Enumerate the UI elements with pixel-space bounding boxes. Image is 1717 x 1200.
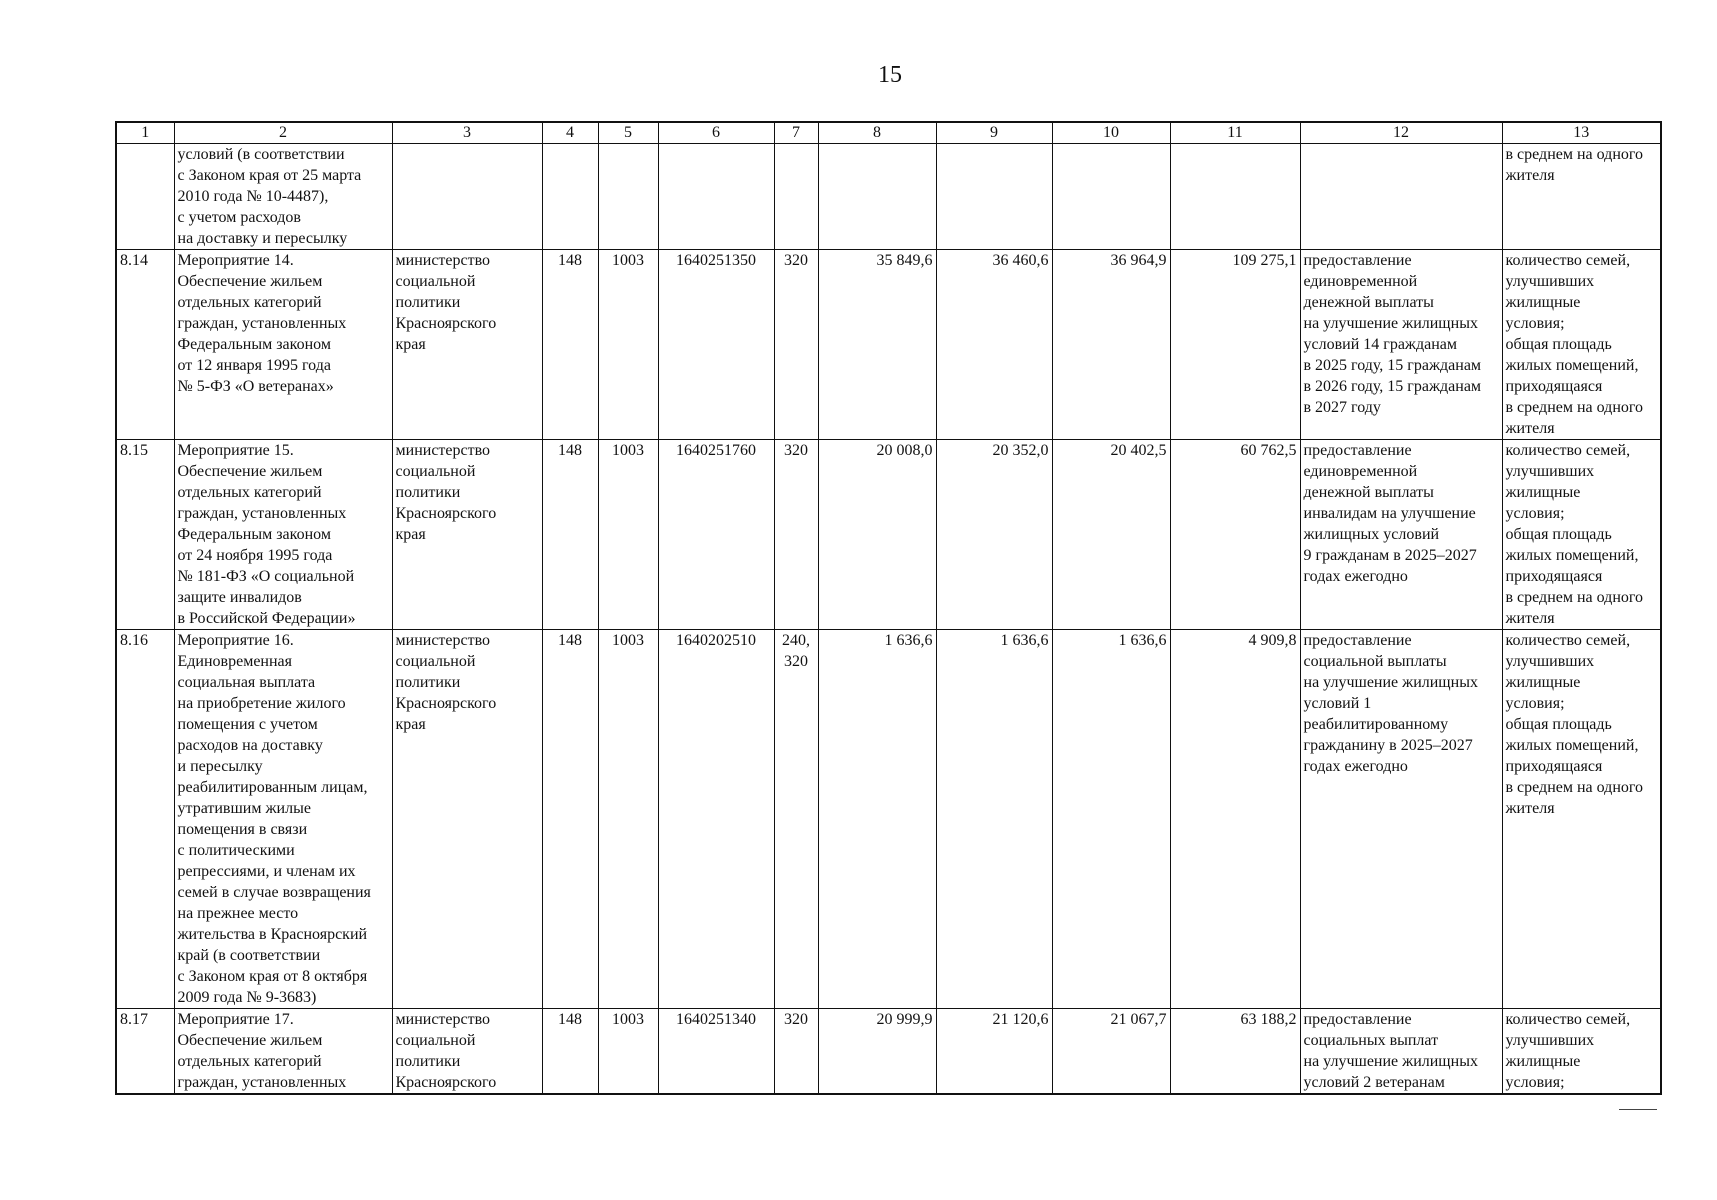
cell-text-line: Обеспечение жильем (177, 463, 323, 480)
cell-text-line: 9 гражданам в 2025–2027 (1303, 547, 1477, 564)
cell-text-line: край (в соответствии (177, 947, 321, 964)
column-header: 4 (542, 122, 598, 144)
executor-cell (392, 250, 542, 440)
cell-text-line: жителя (1505, 800, 1555, 817)
expected-result-cell (1300, 630, 1502, 1009)
cell-text-line: на прежнее место (177, 905, 299, 922)
cell-text-line: от 24 ноября 1995 года (177, 547, 333, 564)
expense-type-cell (774, 440, 818, 630)
amount-year2-cell: 20 352,0 (936, 440, 1052, 630)
executor-cell (392, 440, 542, 630)
cell-text-line: защите инвалидов (177, 589, 302, 606)
cell-text-line: условия; (1505, 695, 1565, 712)
measure-code-cell (116, 144, 174, 250)
cell-text-line: жительства в Красноярский (177, 926, 368, 943)
gRBS-code-cell: 148 (542, 440, 598, 630)
measure-name-cell (174, 144, 392, 250)
cell-text-line: количество семей, (1505, 442, 1631, 459)
column-header: 2 (174, 122, 392, 144)
cell-text-line: в среднем на одного (1505, 589, 1644, 606)
cell-text-line: и пересылку (177, 758, 263, 775)
column-header: 1 (116, 122, 174, 144)
cell-text-line: годах ежегодно (1303, 568, 1408, 585)
cell-text-line: социальная выплата (177, 674, 316, 691)
indicator-cell (1502, 250, 1661, 440)
cell-text-line: жилищные (1505, 484, 1581, 501)
amount-year3-cell (1052, 144, 1170, 250)
cell-text-line: социальной (395, 273, 476, 290)
expected-result-cell (1300, 250, 1502, 440)
executor-cell (392, 630, 542, 1009)
measure-code-cell: 8.16 (116, 630, 174, 1009)
cell-text-line: Федеральным законом (177, 336, 331, 353)
cell-text-line: улучшивших (1505, 463, 1595, 480)
cell-text-line: предоставление (1303, 252, 1412, 269)
table-row (116, 440, 1661, 630)
column-header: 8 (818, 122, 936, 144)
program-measures-table (115, 121, 1662, 1095)
cell-text-line: политики (395, 1053, 461, 1070)
cell-text-line: в среднем на одного (1505, 779, 1644, 796)
cell-text-line: денежной выплаты (1303, 294, 1434, 311)
cell-text-line: 320 (784, 653, 808, 670)
gRBS-code-cell: 148 (542, 1009, 598, 1095)
cell-text-line: с учетом расходов (177, 209, 301, 226)
amount-year2-cell (936, 144, 1052, 250)
cell-text-line: 320 (784, 442, 808, 459)
cell-text-line: семей в случае возвращения (177, 884, 371, 901)
amount-year1-cell: 20 008,0 (818, 440, 936, 630)
measure-name-cell (174, 1009, 392, 1095)
cell-text-line: жилых помещений, (1505, 737, 1639, 754)
cell-text-line: утратившим жилые (177, 800, 311, 817)
cell-text-line: жителя (1505, 610, 1555, 627)
expense-type-cell (774, 1009, 818, 1095)
cell-text-line: социальной выплаты (1303, 653, 1447, 670)
section-code-cell: 1003 (598, 250, 658, 440)
cell-text-line: годах ежегодно (1303, 758, 1408, 775)
cell-text-line: приходящаяся (1505, 378, 1603, 395)
cell-text-line: в среднем на одного (1505, 399, 1644, 416)
cell-text-line: края (395, 336, 426, 353)
gRBS-code-cell (542, 144, 598, 250)
cell-text-line: единовременной (1303, 463, 1418, 480)
cell-text-line: социальных выплат (1303, 1032, 1439, 1049)
cell-text-line: Обеспечение жильем (177, 273, 323, 290)
cell-text-line: предоставление (1303, 632, 1412, 649)
measure-name-cell (174, 630, 392, 1009)
cell-text-line: жилищные (1505, 294, 1581, 311)
cell-text-line: с политическими (177, 842, 295, 859)
section-code-cell (598, 144, 658, 250)
section-code-cell: 1003 (598, 630, 658, 1009)
cell-text-line: отдельных категорий (177, 294, 322, 311)
cell-text-line: социальной (395, 463, 476, 480)
gRBS-code-cell: 148 (542, 630, 598, 1009)
amount-year1-cell (818, 144, 936, 250)
target-article-cell: 1640251350 (658, 250, 774, 440)
cell-text-line: Мероприятие 17. (177, 1011, 294, 1028)
column-number-header-row (116, 122, 1661, 144)
cell-text-line: политики (395, 294, 461, 311)
amount-total-cell: 109 275,1 (1170, 250, 1300, 440)
cell-text-line: № 181-ФЗ «О социальной (177, 568, 355, 585)
column-header: 7 (774, 122, 818, 144)
cell-text-line: в 2026 году, 15 гражданам (1303, 378, 1482, 395)
target-article-cell (658, 144, 774, 250)
section-code-cell: 1003 (598, 1009, 658, 1095)
cell-text-line: политики (395, 484, 461, 501)
cell-text-line: от 12 января 1995 года (177, 357, 331, 374)
cell-text-line: политики (395, 674, 461, 691)
expense-type-cell (774, 630, 818, 1009)
amount-total-cell: 4 909,8 (1170, 630, 1300, 1009)
table-row (116, 144, 1661, 250)
cell-text-line: Единовременная (177, 653, 293, 670)
column-header: 6 (658, 122, 774, 144)
cell-text-line: жителя (1505, 167, 1555, 184)
cell-text-line: улучшивших (1505, 653, 1595, 670)
column-header: 9 (936, 122, 1052, 144)
cell-text-line: № 5-ФЗ «О ветеранах» (177, 378, 334, 395)
cell-text-line: условий (в соответствии (177, 146, 345, 163)
amount-year2-cell: 1 636,6 (936, 630, 1052, 1009)
margin-mark (1619, 1109, 1657, 1110)
cell-text-line: приходящаяся (1505, 568, 1603, 585)
cell-text-line: условий 1 (1303, 695, 1372, 712)
cell-text-line: улучшивших (1505, 1032, 1595, 1049)
cell-text-line: на улучшение жилищных (1303, 674, 1478, 691)
amount-total-cell (1170, 144, 1300, 250)
cell-text-line: жителя (1505, 420, 1555, 437)
cell-text-line: жилищных условий (1303, 526, 1440, 543)
cell-text-line: жилищные (1505, 1053, 1581, 1070)
page-number: 15 (878, 62, 902, 88)
cell-text-line: 2010 года № 10-4487), (177, 188, 329, 205)
column-header: 13 (1502, 122, 1661, 144)
column-header: 5 (598, 122, 658, 144)
cell-text-line: приходящаяся (1505, 758, 1603, 775)
cell-text-line: граждан, установленных (177, 1074, 347, 1091)
measure-name-cell (174, 440, 392, 630)
measure-code-cell: 8.15 (116, 440, 174, 630)
cell-text-line: жилищные (1505, 674, 1581, 691)
cell-text-line: гражданину в 2025–2027 (1303, 737, 1473, 754)
cell-text-line: на улучшение жилищных (1303, 315, 1478, 332)
cell-text-line: Мероприятие 16. (177, 632, 294, 649)
cell-text-line: Красноярского (395, 1074, 497, 1091)
column-header: 3 (392, 122, 542, 144)
cell-text-line: расходов на доставку (177, 737, 323, 754)
amount-year3-cell: 20 402,5 (1052, 440, 1170, 630)
expected-result-cell (1300, 1009, 1502, 1095)
cell-text-line: министерство (395, 632, 491, 649)
cell-text-line: улучшивших (1505, 273, 1595, 290)
amount-year2-cell: 36 460,6 (936, 250, 1052, 440)
target-article-cell: 1640202510 (658, 630, 774, 1009)
cell-text-line: общая площадь (1505, 336, 1612, 353)
column-header: 10 (1052, 122, 1170, 144)
column-header: 11 (1170, 122, 1300, 144)
cell-text-line: края (395, 716, 426, 733)
cell-text-line: в среднем на одного (1505, 146, 1644, 163)
measure-name-cell (174, 250, 392, 440)
cell-text-line: 240, (782, 632, 810, 649)
section-code-cell: 1003 (598, 440, 658, 630)
table-row (116, 250, 1661, 440)
cell-text-line: инвалидам на улучшение (1303, 505, 1476, 522)
expected-result-cell (1300, 144, 1502, 250)
cell-text-line: Мероприятие 14. (177, 252, 294, 269)
cell-text-line: реабилитированному (1303, 716, 1449, 733)
cell-text-line: 320 (784, 1011, 808, 1028)
amount-year1-cell: 20 999,9 (818, 1009, 936, 1095)
cell-text-line: жилых помещений, (1505, 357, 1639, 374)
amount-year2-cell: 21 120,6 (936, 1009, 1052, 1095)
table-row (116, 1009, 1661, 1095)
cell-text-line: предоставление (1303, 442, 1412, 459)
cell-text-line: количество семей, (1505, 252, 1631, 269)
cell-text-line: в Российской Федерации» (177, 610, 356, 627)
cell-text-line: отдельных категорий (177, 1053, 322, 1070)
cell-text-line: условий 14 гражданам (1303, 336, 1458, 353)
executor-cell (392, 1009, 542, 1095)
indicator-cell (1502, 144, 1661, 250)
cell-text-line: Мероприятие 15. (177, 442, 294, 459)
expense-type-cell (774, 250, 818, 440)
table-row (116, 630, 1661, 1009)
cell-text-line: Обеспечение жильем (177, 1032, 323, 1049)
cell-text-line: условия; (1505, 1074, 1565, 1091)
cell-text-line: реабилитированным лицам, (177, 779, 368, 796)
amount-total-cell: 60 762,5 (1170, 440, 1300, 630)
column-header: 12 (1300, 122, 1502, 144)
cell-text-line: граждан, установленных (177, 315, 347, 332)
cell-text-line: министерство (395, 1011, 491, 1028)
cell-text-line: с Законом края от 8 октября (177, 968, 368, 985)
amount-year3-cell: 21 067,7 (1052, 1009, 1170, 1095)
cell-text-line: условия; (1505, 505, 1565, 522)
cell-text-line: министерство (395, 442, 491, 459)
cell-text-line: Федеральным законом (177, 526, 331, 543)
cell-text-line: единовременной (1303, 273, 1418, 290)
cell-text-line: денежной выплаты (1303, 484, 1434, 501)
cell-text-line: в 2027 году (1303, 399, 1381, 416)
expense-type-cell (774, 144, 818, 250)
cell-text-line: на улучшение жилищных (1303, 1053, 1478, 1070)
cell-text-line: министерство (395, 252, 491, 269)
cell-text-line: Красноярского (395, 695, 497, 712)
cell-text-line: предоставление (1303, 1011, 1412, 1028)
target-article-cell: 1640251340 (658, 1009, 774, 1095)
measure-code-cell: 8.14 (116, 250, 174, 440)
cell-text-line: Красноярского (395, 315, 497, 332)
amount-year1-cell: 35 849,6 (818, 250, 936, 440)
cell-text-line: общая площадь (1505, 526, 1612, 543)
cell-text-line: края (395, 526, 426, 543)
gRBS-code-cell: 148 (542, 250, 598, 440)
cell-text-line: с Законом края от 25 марта (177, 167, 362, 184)
indicator-cell (1502, 1009, 1661, 1095)
measure-code-cell: 8.17 (116, 1009, 174, 1095)
cell-text-line: социальной (395, 1032, 476, 1049)
cell-text-line: количество семей, (1505, 1011, 1631, 1028)
amount-year1-cell: 1 636,6 (818, 630, 936, 1009)
cell-text-line: на доставку и пересылку (177, 230, 348, 247)
cell-text-line: репрессиями, и членам их (177, 863, 356, 880)
cell-text-line: условий 2 ветеранам (1303, 1074, 1445, 1091)
indicator-cell (1502, 630, 1661, 1009)
amount-total-cell: 63 188,2 (1170, 1009, 1300, 1095)
cell-text-line: граждан, установленных (177, 505, 347, 522)
cell-text-line: социальной (395, 653, 476, 670)
cell-text-line: Красноярского (395, 505, 497, 522)
cell-text-line: общая площадь (1505, 716, 1612, 733)
cell-text-line: помещения с учетом (177, 716, 318, 733)
expected-result-cell (1300, 440, 1502, 630)
amount-year3-cell: 1 636,6 (1052, 630, 1170, 1009)
cell-text-line: количество семей, (1505, 632, 1631, 649)
amount-year3-cell: 36 964,9 (1052, 250, 1170, 440)
cell-text-line: 320 (784, 252, 808, 269)
cell-text-line: условия; (1505, 315, 1565, 332)
cell-text-line: помещения в связи (177, 821, 308, 838)
executor-cell (392, 144, 542, 250)
cell-text-line: жилых помещений, (1505, 547, 1639, 564)
cell-text-line: в 2025 году, 15 гражданам (1303, 357, 1482, 374)
cell-text-line: отдельных категорий (177, 484, 322, 501)
cell-text-line: 2009 года № 9-3683) (177, 989, 317, 1006)
table-body (116, 144, 1661, 1095)
target-article-cell: 1640251760 (658, 440, 774, 630)
indicator-cell (1502, 440, 1661, 630)
cell-text-line: на приобретение жилого (177, 695, 346, 712)
